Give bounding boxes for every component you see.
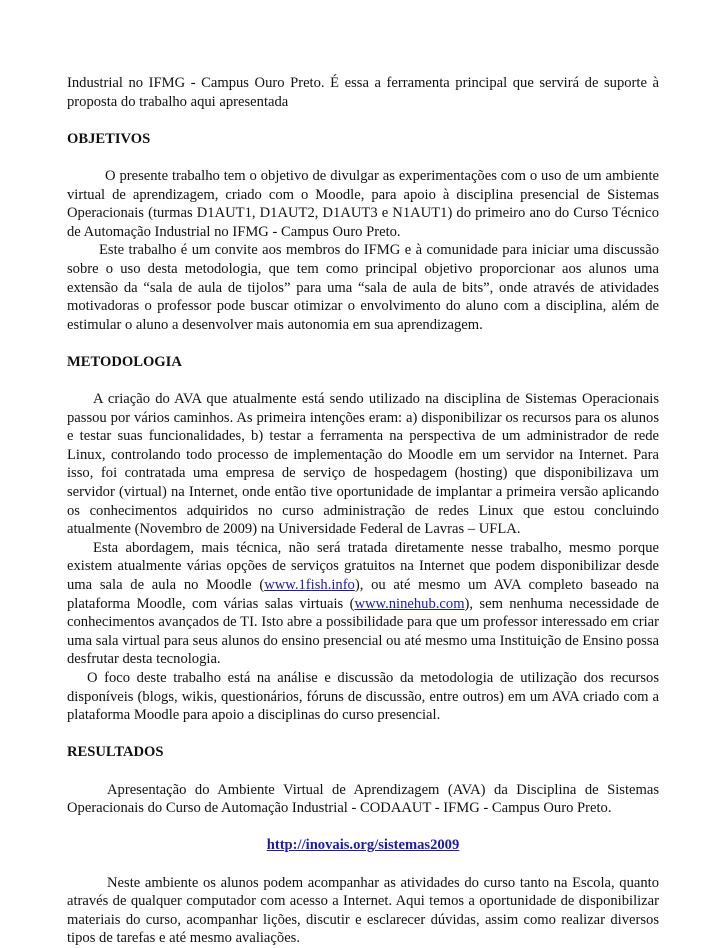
resultados-heading: RESULTADOS bbox=[67, 744, 164, 761]
objetivos-heading: OBJETIVOS bbox=[67, 130, 151, 147]
spacer bbox=[67, 111, 659, 130]
metodologia-heading: METODOLOGIA bbox=[67, 353, 182, 370]
spacer bbox=[67, 762, 659, 781]
metodologia-text-c: ), sem nenhuma necessidade de conhecimentos avançados de TI. Isto abre a possibilidade para que um professor interessado em criar uma sala virtual para seus alunos do ensino presencial ou até mesmo uma Instituição de Ensino possa desfrutar desta tecnologia. bbox=[67, 595, 659, 668]
link-1fish[interactable]: www.1fish.info bbox=[264, 577, 355, 594]
metodologia-paragraph-3: O foco deste trabalho está na análise e discussão da metodologia de utilização dos recursos disponíveis (blogs, wikis, questionários, fóruns de discussão, entre outros) em um AVA criado com a plataforma Moodle para apoio a disciplinas do curso presencial. bbox=[67, 670, 659, 724]
objetivos-paragraph-2: Este trabalho é um convite aos membros do IFMG e à comunidade para iniciar uma discussão sobre o uso desta metodologia, que tem como principal objetivo proporcionar aos alunos uma extensão da “sala de aula de tijolos” para uma “sala de aula de bits”, onde através de atividades motivadoras o professor pode buscar otimizar o envolvimento do aluno com a disciplina, além de estimular o aluno a desenvolver mais autonomia em sua aprendizagem. bbox=[67, 242, 659, 333]
spacer bbox=[67, 818, 659, 837]
objetivos-paragraph-1: O presente trabalho tem o objetivo de divulgar as experimentações com o uso de um ambiente virtual de aprendizagem, criado com o Moodle, para apoio à disciplina presencial de Sistemas Operacionais (turmas D1AUT1, D1AUT2, D1AUT3 e N1AUT1) do primeiro ano do Curso Técnico de Automação Industrial no IFMG - Campus Ouro Preto. bbox=[67, 167, 659, 240]
resultados-paragraph-1: Apresentação do Ambiente Virtual de Aprendizagem (AVA) da Disciplina de Sistemas Operacionais do Curso de Automação Industrial - CODAAUT - IFMG - Campus Ouro Preto. bbox=[67, 781, 659, 817]
intro-paragraph: Industrial no IFMG - Campus Ouro Preto. É essa a ferramenta principal que servirá de suporte à proposta do trabalho aqui apresentada bbox=[67, 75, 659, 110]
spacer bbox=[67, 372, 659, 391]
spacer bbox=[67, 725, 659, 744]
spacer bbox=[67, 148, 659, 167]
metodologia-paragraph-1: A criação do AVA que atualmente está sendo utilizado na disciplina de Sistemas Operacionais passou por vários caminhos. As primeira intenções eram: a) disponibilizar os recursos para os alunos e testar suas funcionalidades, b) testar a ferramenta na perspectiva de um administrador de rede Linux, controlando todo processo de implementação do Moodle em um servidor na Internet. Para isso, foi contratada uma empresa de serviço de hospedagem (hosting) que disponibilizava um servidor (virtual) na Internet, onde então tive oportunidade de implantar a primeira versão aplicando os conhecimentos adquiridos no curso administração de redes Linux que estou concluindo atualmente (Novembro de 2009) na Universidade Federal de Lavras – UFLA. bbox=[67, 391, 659, 538]
spacer bbox=[67, 334, 659, 353]
metodologia-text-b: ), ou até mesmo um AVA completo baseado na plataforma Moodle, com várias salas virtuais ( bbox=[67, 577, 660, 612]
metodologia-text-a: Esta abordagem, mais técnica, não será tratada diretamente nesse trabalho, mesmo porque existem atualmente várias opções de serviços gratuitos na Internet que podem disponibilizar desde uma sala de aula no Moodle ( bbox=[67, 539, 659, 594]
link-ninehub[interactable]: www.ninehub.com bbox=[354, 595, 465, 612]
resultados-paragraph-2: Neste ambiente os alunos podem acompanhar as atividades do curso tanto na Escola, quanto através de qualquer computador com acesso a Internet. Aqui temos a oportunidade de disponibilizar materiais do curso, acompanhar lições, discutir e esclarecer dúvidas, assim como realizar diversos tipos de tarefas e até mesmo avaliações. bbox=[67, 874, 659, 947]
spacer bbox=[67, 855, 659, 874]
ava-url-line bbox=[67, 836, 659, 855]
metodologia-paragraph-2 bbox=[67, 539, 659, 669]
ava-url-link[interactable]: http://inovais.org/sistemas2009 bbox=[266, 837, 460, 854]
document-page bbox=[67, 74, 659, 948]
